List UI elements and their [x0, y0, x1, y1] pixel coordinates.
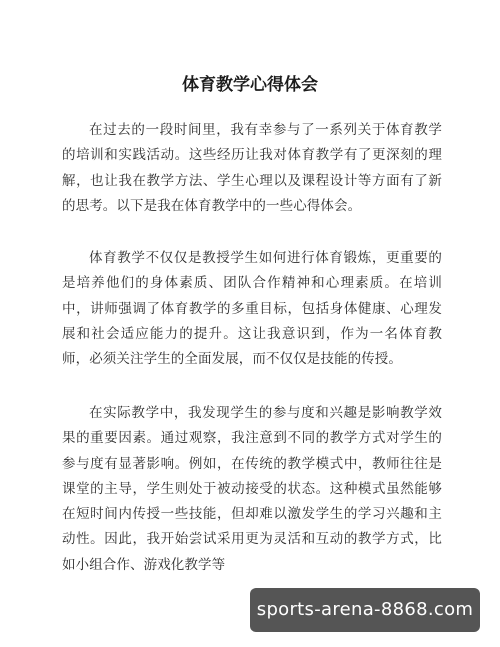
- paragraph-3: 在实际教学中，我发现学生的参与度和兴趣是影响教学效果的重要因素。通过观察，我注意到不同的教学方式对学生的参与度有显著影响。例如，在传统的教学模式中，教师往往是课堂的主导，学生则处于被动接受的状态。这种模式虽然能够在短时间内传授一些技能，但却难以激发学生的学习兴趣和主动性。因此，我开始尝试采用更为灵活和互动的教学方式，比如小组合作、游戏化教学等: [62, 405, 442, 573]
- paragraph-1: 在过去的一段时间里，我有幸参与了一系列关于体育教学的培训和实践活动。这些经历让我对体育教学有了更深刻的理解，也让我在教学方法、学生心理以及课程设计等方面有了新的思考。以下是我在体育教学中的一些心得体会。: [62, 122, 442, 214]
- paragraph-2: 体育教学不仅仅是教授学生如何进行体育锻炼，更重要的是培养他们的身体素质、团队合作精神和心理素质。在培训中，讲师强调了体育教学的多重目标，包括身体健康、心理发展和社会适应能力的提升。这让我意识到，作为一名体育教师，必须关注学生的全面发展，而不仅仅是技能的传授。: [62, 250, 442, 368]
- document-title: 体育教学心得体会: [182, 75, 318, 96]
- watermark-badge: sports-arena-8868.com: [250, 588, 480, 632]
